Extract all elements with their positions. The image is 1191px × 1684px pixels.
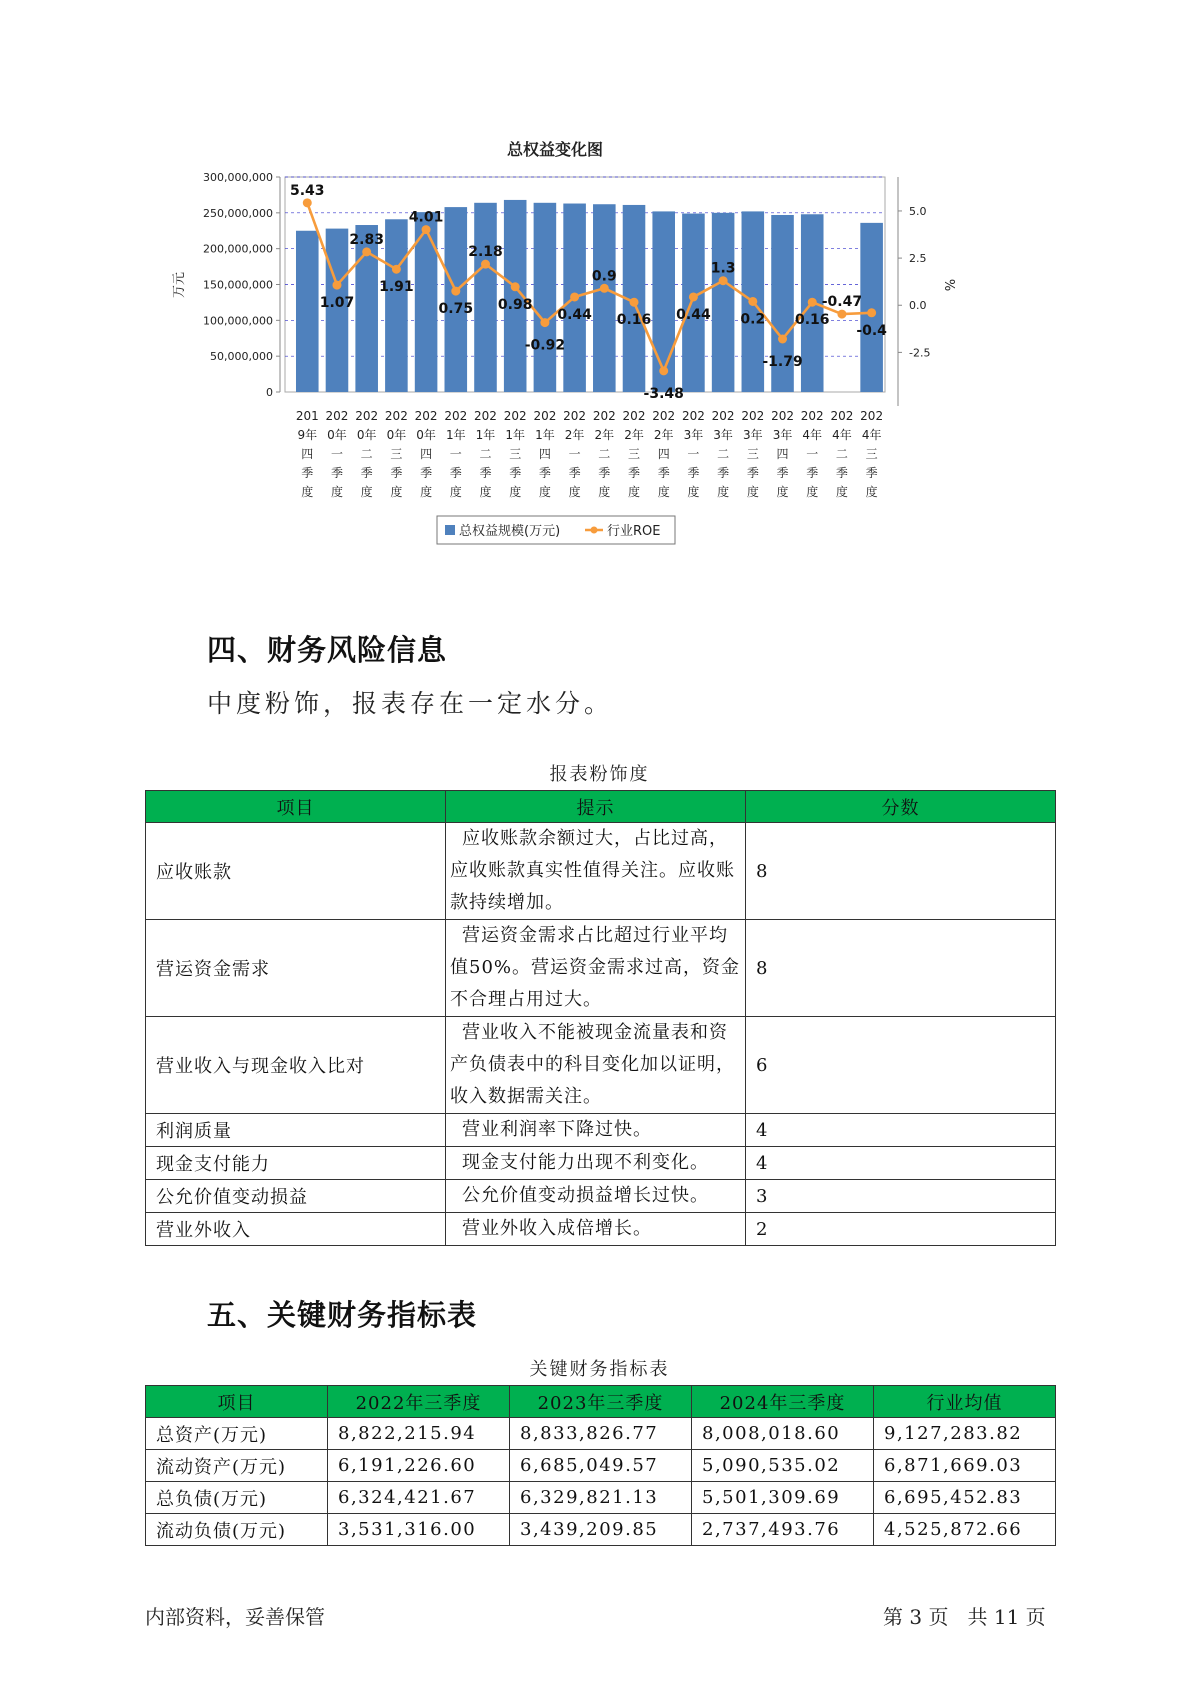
key-metrics-table — [145, 1385, 1056, 1546]
x-tick-label: 季 — [360, 466, 373, 480]
x-tick-label: 一 — [449, 447, 462, 461]
row-item: 营业收入与现金收入比对 — [146, 1017, 446, 1114]
table-row — [146, 1180, 1056, 1213]
row-item: 营运资金需求 — [146, 920, 446, 1017]
roe-data-label: 0.44 — [676, 306, 711, 323]
roe-point — [511, 282, 520, 291]
x-tick-label: 度 — [479, 485, 492, 499]
table-row — [146, 1450, 1056, 1482]
left-tick-label: 0 — [266, 386, 273, 399]
metric-value: 2,737,493.76 — [692, 1514, 874, 1546]
x-tick-label: 季 — [390, 466, 403, 480]
x-tick-label: 202 — [771, 409, 794, 423]
x-tick-label: 3年 — [713, 428, 733, 442]
table-row — [146, 1147, 1056, 1180]
bar — [385, 219, 408, 392]
metric-value: 6,329,821.13 — [510, 1482, 692, 1514]
x-tick-label: 度 — [776, 485, 789, 499]
x-tick-label: 0年 — [386, 428, 407, 442]
x-tick-label: 季 — [776, 466, 789, 480]
row-score: 3 — [746, 1180, 1056, 1213]
x-tick-label: 一 — [330, 447, 343, 461]
roe-point — [451, 287, 460, 296]
x-tick-label: 度 — [806, 485, 819, 499]
row-score: 8 — [746, 920, 1056, 1017]
x-tick-label: 季 — [865, 466, 878, 480]
x-tick-label: 1年 — [505, 428, 526, 442]
right-tick-label: -2.5 — [909, 346, 931, 360]
x-tick-label: 一 — [687, 447, 700, 461]
roe-data-label: -3.48 — [643, 385, 684, 402]
metric-value: 6,695,452.83 — [874, 1482, 1056, 1514]
roe-point — [422, 225, 431, 234]
x-tick-label: 度 — [360, 485, 373, 499]
x-tick-label: 季 — [568, 466, 581, 480]
roe-data-label: -0.47 — [821, 294, 863, 311]
row-hint: 应收账款余额过大，占比过高，应收账款真实性值得关注。应收账款持续增加。 — [446, 823, 746, 920]
x-tick-label: 三 — [746, 447, 759, 461]
metric-value: 8,833,826.77 — [510, 1418, 692, 1450]
roe-data-label: 0.98 — [497, 296, 533, 313]
x-tick-label: 度 — [420, 485, 433, 499]
x-tick-label: 四 — [776, 447, 789, 461]
right-axis — [898, 177, 930, 406]
roe-data-label: 4.01 — [408, 209, 444, 226]
x-tick-label: 度 — [449, 485, 462, 499]
roe-data-label: 1.07 — [319, 295, 355, 312]
x-tick-label: 季 — [717, 466, 730, 480]
roe-point — [778, 335, 787, 344]
left-tick-label: 100,000,000 — [203, 314, 273, 328]
x-tick-label: 季 — [301, 466, 314, 480]
x-tick-label: 0年 — [327, 428, 347, 442]
roe-data-label: 1.91 — [379, 279, 414, 296]
x-tick-label: 度 — [330, 485, 343, 499]
x-tick-label: 三 — [628, 447, 641, 461]
x-tick-label: 季 — [509, 466, 522, 480]
legend-bar-swatch — [445, 525, 455, 535]
x-tick-label: 季 — [657, 466, 670, 480]
x-tick-label: 2年 — [564, 428, 585, 442]
x-tick-label: 202 — [503, 409, 527, 423]
x-tick-label: 季 — [598, 466, 611, 480]
x-tick-label: 二 — [835, 447, 848, 461]
roe-data-label: 0.75 — [438, 301, 474, 318]
metric-value: 4,525,872.66 — [874, 1514, 1056, 1546]
roe-data-label: 0.2 — [740, 311, 766, 328]
metric-name: 流动资产(万元) — [146, 1450, 328, 1482]
x-tick-label: 季 — [835, 466, 848, 480]
chart-title: 总权益变化图 — [506, 140, 604, 159]
x-tick-label: 3年 — [772, 428, 793, 442]
header-2022q3: 2022年三季度 — [328, 1386, 510, 1418]
left-tick-label: 300,000,000 — [203, 171, 273, 184]
x-tick-label: 二 — [717, 447, 730, 461]
x-tick-label: 度 — [301, 485, 314, 499]
footer-confidential: 内部资料，妥善保管 — [145, 1605, 325, 1629]
x-tick-label: 3年 — [743, 428, 763, 442]
metric-value: 8,822,215.94 — [328, 1418, 510, 1450]
roe-point — [689, 292, 698, 301]
row-item: 营业外收入 — [146, 1213, 446, 1246]
table-header-row — [146, 791, 1056, 823]
row-hint: 营业外收入成倍增长。 — [446, 1213, 746, 1246]
roe-data-label: -0.4 — [856, 322, 887, 339]
x-tick-label: 度 — [568, 485, 581, 499]
row-item: 利润质量 — [146, 1114, 446, 1147]
table-row — [146, 920, 1056, 1017]
header-score: 分数 — [746, 791, 1056, 823]
x-axis-labels — [296, 409, 883, 499]
x-tick-label: 二 — [479, 447, 492, 461]
x-tick-label: 季 — [330, 466, 343, 480]
x-tick-label: 季 — [479, 466, 492, 480]
header-hint: 提示 — [446, 791, 746, 823]
bar — [474, 203, 497, 392]
x-tick-label: 1年 — [535, 428, 555, 442]
left-tick-label: 250,000,000 — [203, 206, 273, 220]
metric-value: 5,501,309.69 — [692, 1482, 874, 1514]
roe-data-label: 2.18 — [468, 244, 503, 261]
x-tick-label: 度 — [628, 485, 641, 499]
left-axis-title: 万元 — [172, 271, 187, 299]
roe-point — [748, 297, 757, 306]
x-tick-label: 202 — [800, 409, 824, 423]
section-heading-key-metrics: 五、关键财务指标表 — [207, 1298, 478, 1332]
x-tick-label: 202 — [325, 409, 349, 423]
table-row — [146, 1418, 1056, 1450]
metric-value: 6,324,421.67 — [328, 1482, 510, 1514]
x-tick-label: 2年 — [594, 428, 615, 442]
x-tick-label: 202 — [741, 409, 765, 423]
row-score: 4 — [746, 1114, 1056, 1147]
bar — [445, 207, 468, 392]
x-tick-label: 季 — [420, 466, 433, 480]
roe-point — [570, 292, 579, 301]
roe-point — [362, 247, 371, 256]
table-row — [146, 1114, 1056, 1147]
row-hint: 营业收入不能被现金流量表和资产负债表中的科目变化加以证明，收入数据需关注。 — [446, 1017, 746, 1114]
roe-data-label: 5.43 — [290, 182, 325, 199]
roe-data-label: 0.44 — [557, 306, 592, 323]
row-item: 应收账款 — [146, 823, 446, 920]
header-2023q3: 2023年三季度 — [510, 1386, 692, 1418]
metric-value: 3,531,316.00 — [328, 1514, 510, 1546]
x-tick-label: 度 — [390, 485, 403, 499]
legend-line-marker — [591, 527, 598, 534]
row-score: 6 — [746, 1017, 1056, 1114]
x-tick-label: 季 — [628, 466, 641, 480]
x-tick-label: 4年 — [861, 428, 882, 442]
metric-name: 总负债(万元) — [146, 1482, 328, 1514]
table-header-row — [146, 1386, 1056, 1418]
x-tick-label: 2年 — [624, 428, 644, 442]
x-tick-label: 度 — [687, 485, 700, 499]
x-tick-label: 度 — [657, 485, 670, 499]
roe-point — [332, 281, 341, 290]
x-tick-label: 202 — [681, 409, 705, 423]
x-tick-label: 度 — [598, 485, 611, 499]
x-tick-label: 三 — [390, 447, 403, 461]
x-tick-label: 四 — [301, 447, 314, 461]
roe-point — [719, 276, 728, 285]
x-tick-label: 4年 — [832, 428, 852, 442]
header-industry-avg: 行业均值 — [874, 1386, 1056, 1418]
table-caption-key-metrics: 关键财务指标表 — [529, 1359, 670, 1380]
roe-point — [867, 308, 876, 317]
row-score: 2 — [746, 1213, 1056, 1246]
header-2024q3: 2024年三季度 — [692, 1386, 874, 1418]
x-tick-label: 度 — [538, 485, 551, 499]
right-tick-label: 0.0 — [909, 299, 927, 313]
left-tick-label: 50,000,000 — [210, 350, 273, 364]
x-tick-label: 二 — [360, 447, 373, 461]
left-tick-label: 150,000,000 — [203, 278, 273, 292]
roe-data-label: 0.9 — [591, 268, 617, 285]
chart-legend — [437, 516, 675, 544]
roe-data-label: -1.79 — [762, 354, 803, 371]
legend-line-label: 行业ROE — [607, 524, 661, 539]
header-item: 项目 — [146, 791, 446, 823]
whitewash-table — [145, 790, 1056, 1246]
x-tick-label: 三 — [509, 447, 522, 461]
roe-point — [808, 298, 817, 307]
x-tick-label: 季 — [746, 466, 759, 480]
x-tick-label: 202 — [652, 409, 676, 423]
metric-value: 5,090,535.02 — [692, 1450, 874, 1482]
risk-summary: 中度粉饰，报表存在一定水分。 — [207, 689, 614, 718]
roe-data-label: -0.92 — [524, 337, 566, 354]
table-row — [146, 1017, 1056, 1114]
x-tick-label: 季 — [449, 466, 462, 480]
row-hint: 营业利润率下降过快。 — [446, 1114, 746, 1147]
x-tick-label: 0年 — [416, 428, 436, 442]
bar — [860, 223, 883, 392]
x-tick-label: 201 — [295, 409, 319, 423]
x-tick-label: 202 — [533, 409, 557, 423]
legend-bar-label: 总权益规模(万元) — [459, 524, 561, 539]
table-row — [146, 1213, 1056, 1246]
row-score: 8 — [746, 823, 1056, 920]
metric-value: 9,127,283.82 — [874, 1418, 1056, 1450]
x-tick-label: 四 — [420, 447, 433, 461]
metric-value: 3,439,209.85 — [510, 1514, 692, 1546]
row-hint: 公允价值变动损益增长过快。 — [446, 1180, 746, 1213]
x-tick-label: 二 — [598, 447, 611, 461]
x-tick-label: 202 — [474, 409, 497, 423]
bar — [682, 214, 705, 392]
bar — [652, 211, 675, 392]
x-tick-label: 季 — [687, 466, 700, 480]
table-caption-whitewash: 报表粉饰度 — [549, 764, 650, 785]
roe-point — [659, 366, 668, 375]
left-axis — [203, 171, 280, 399]
x-tick-label: 202 — [622, 409, 646, 423]
x-tick-label: 4年 — [802, 428, 823, 442]
x-tick-label: 202 — [414, 409, 438, 423]
x-tick-label: 四 — [538, 447, 551, 461]
x-tick-label: 度 — [865, 485, 878, 499]
x-tick-label: 202 — [384, 409, 408, 423]
x-tick-label: 度 — [746, 485, 759, 499]
x-tick-label: 202 — [860, 409, 884, 423]
roe-point — [481, 260, 490, 269]
metric-value: 6,685,049.57 — [510, 1450, 692, 1482]
x-tick-label: 3年 — [683, 428, 704, 442]
equity-chart — [172, 140, 965, 597]
roe-point — [600, 284, 609, 293]
x-tick-label: 度 — [717, 485, 730, 499]
roe-point — [303, 198, 312, 207]
roe-data-label: 1.3 — [710, 260, 736, 277]
x-tick-label: 202 — [830, 409, 854, 423]
left-tick-label: 200,000,000 — [203, 242, 273, 256]
x-tick-label: 度 — [509, 485, 522, 499]
right-tick-label: 2.5 — [909, 252, 927, 266]
roe-data-label: 0.16 — [794, 312, 830, 329]
right-tick-label: 5.0 — [909, 204, 927, 218]
x-tick-label: 季 — [806, 466, 819, 480]
x-tick-label: 一 — [806, 447, 819, 461]
x-tick-label: 一 — [568, 447, 581, 461]
row-hint: 现金支付能力出现不利变化。 — [446, 1147, 746, 1180]
roe-point — [837, 310, 846, 319]
metric-value: 8,008,018.60 — [692, 1418, 874, 1450]
x-tick-label: 202 — [355, 409, 379, 423]
x-tick-label: 1年 — [475, 428, 496, 442]
header-item: 项目 — [146, 1386, 328, 1418]
x-tick-label: 三 — [865, 447, 878, 461]
right-axis-title: % — [941, 278, 956, 292]
row-hint: 营运资金需求占比超过行业平均值50%。营运资金需求过高，资金不合理占用过大。 — [446, 920, 746, 1017]
bar — [712, 213, 735, 392]
x-tick-label: 202 — [563, 409, 587, 423]
x-tick-label: 度 — [835, 485, 848, 499]
table-row — [146, 1514, 1056, 1546]
x-tick-label: 1年 — [445, 428, 466, 442]
row-score: 4 — [746, 1147, 1056, 1180]
roe-point — [630, 298, 639, 307]
roe-data-label: 0.16 — [616, 312, 652, 329]
roe-point — [540, 318, 549, 327]
row-item: 公允价值变动损益 — [146, 1180, 446, 1213]
x-tick-label: 202 — [592, 409, 616, 423]
x-tick-label: 四 — [657, 447, 670, 461]
metric-name: 总资产(万元) — [146, 1418, 328, 1450]
bar — [534, 203, 557, 392]
row-item: 现金支付能力 — [146, 1147, 446, 1180]
metric-value: 6,871,669.03 — [874, 1450, 1056, 1482]
footer-page-number: 第 3 页 共 11 页 — [883, 1605, 1046, 1629]
table-row — [146, 823, 1056, 920]
bar — [296, 231, 319, 392]
bar — [593, 204, 616, 392]
table-row — [146, 1482, 1056, 1514]
x-tick-label: 季 — [538, 466, 551, 480]
roe-data-label: 2.83 — [349, 231, 384, 248]
x-tick-label: 0年 — [356, 428, 377, 442]
roe-point — [392, 265, 401, 274]
metric-name: 流动负债(万元) — [146, 1514, 328, 1546]
x-tick-label: 9年 — [297, 428, 318, 442]
x-tick-label: 202 — [711, 409, 735, 423]
x-tick-label: 2年 — [653, 428, 674, 442]
x-tick-label: 202 — [444, 409, 468, 423]
section-heading-risk: 四、财务风险信息 — [207, 633, 448, 667]
metric-value: 6,191,226.60 — [328, 1450, 510, 1482]
